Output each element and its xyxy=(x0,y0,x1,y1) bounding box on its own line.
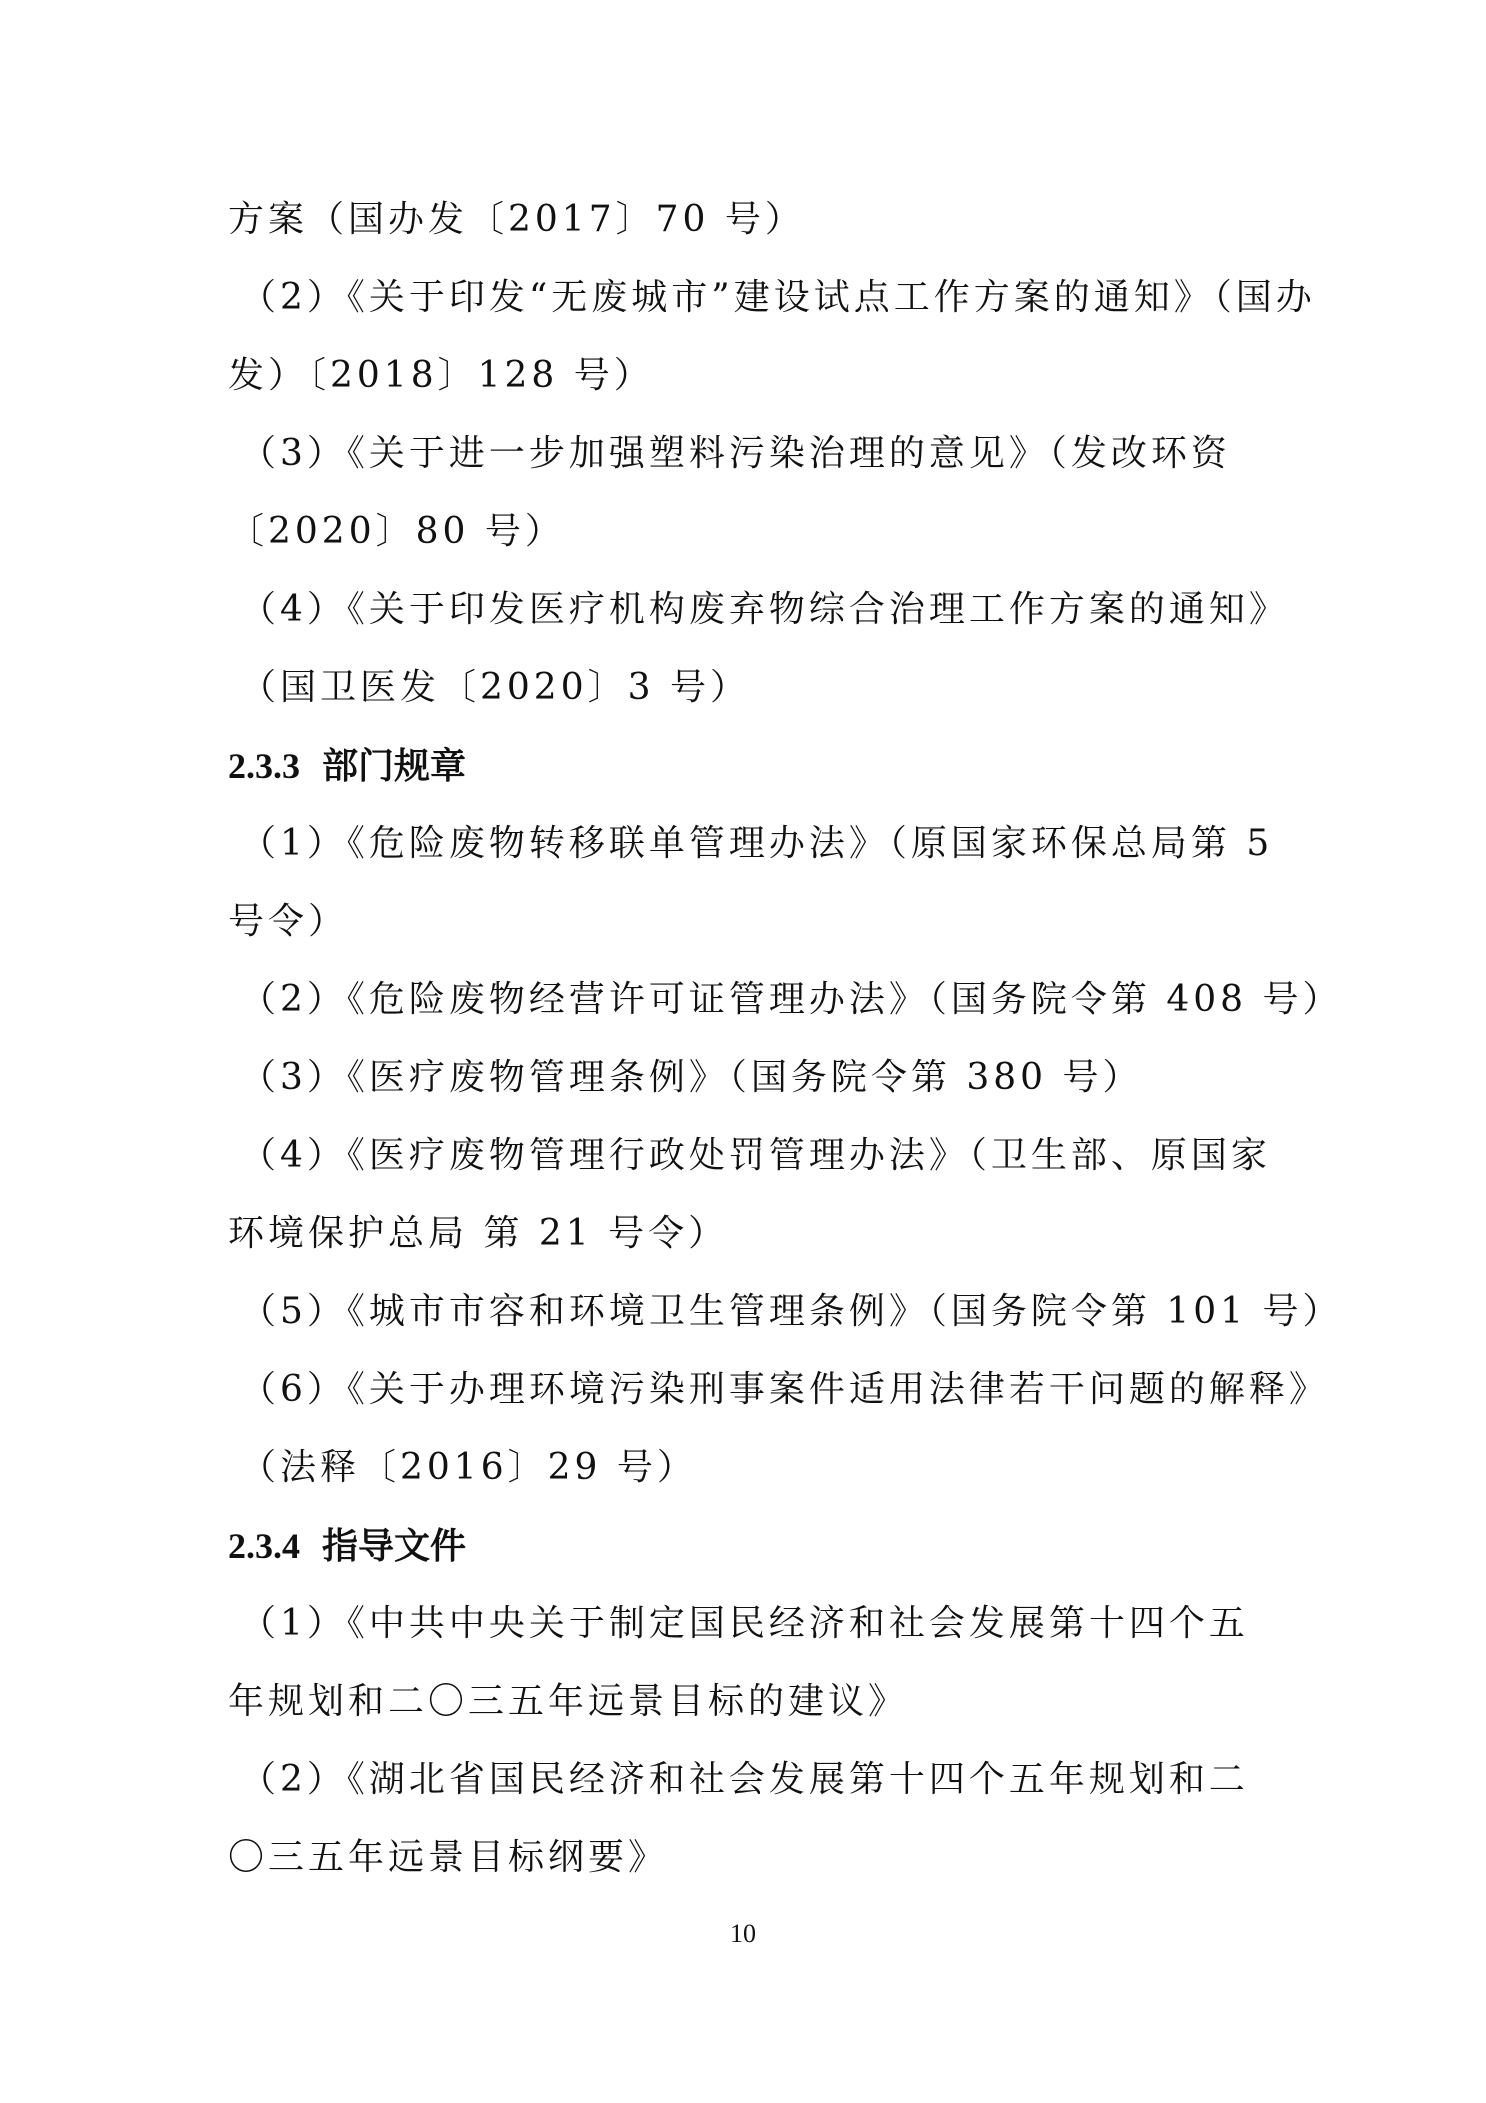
body-line: 方案（国办发〔2017〕70 号） xyxy=(228,199,805,240)
body-line: （5）《城市市容和环境卫生管理条例》（国务院令第 101 号） xyxy=(240,1291,1343,1332)
body-line: （4）《关于印发医疗机构废弃物综合治理工作方案的通知》 xyxy=(240,589,1289,630)
body-line: 发）〔2018〕128 号） xyxy=(228,355,654,396)
body-line: 环境保护总局 第 21 号令） xyxy=(228,1213,729,1254)
body-line: 〇三五年远景目标纲要》 xyxy=(228,1837,669,1878)
section-number: 2.3.4 xyxy=(228,1526,300,1566)
section-heading-2-3-3 xyxy=(228,742,466,790)
body-line: （4）《医疗废物管理行政处罚管理办法》（卫生部、原国家 xyxy=(240,1135,1271,1176)
body-line: （1）《危险废物转移联单管理办法》（原国家环保总局第 5 xyxy=(240,823,1274,864)
body-line: （2）《危险废物经营许可证管理办法》（国务院令第 408 号） xyxy=(240,979,1343,1020)
body-line: 〔2020〕80 号） xyxy=(228,511,565,552)
body-line: （2）《湖北省国民经济和社会发展第十四个五年规划和二 xyxy=(240,1759,1249,1800)
body-line: （6）《关于办理环境污染刑事案件适用法律若干问题的解释》 xyxy=(240,1369,1329,1410)
body-line: （法释〔2016〕29 号） xyxy=(240,1447,697,1488)
body-line: （3）《关于进一步加强塑料污染治理的意见》（发改环资 xyxy=(240,433,1231,474)
body-line: 年规划和二〇三五年远景目标的建议》 xyxy=(228,1681,909,1722)
section-number: 2.3.3 xyxy=(228,746,300,786)
section-title: 指导文件 xyxy=(322,1525,467,1567)
section-heading-2-3-4 xyxy=(228,1522,466,1570)
body-line: （国卫医发〔2020〕3 号） xyxy=(240,667,750,708)
section-title: 部门规章 xyxy=(322,745,467,787)
body-line: （1）《中共中央关于制定国民经济和社会发展第十四个五 xyxy=(240,1603,1249,1644)
page-number: 10 xyxy=(730,1919,756,1948)
body-line: （2）《关于印发“无废城市”建设试点工作方案的通知》（国办 xyxy=(240,277,1316,318)
body-line: 号令） xyxy=(228,901,349,942)
body-line: （3）《医疗废物管理条例》（国务院令第 380 号） xyxy=(240,1057,1143,1098)
